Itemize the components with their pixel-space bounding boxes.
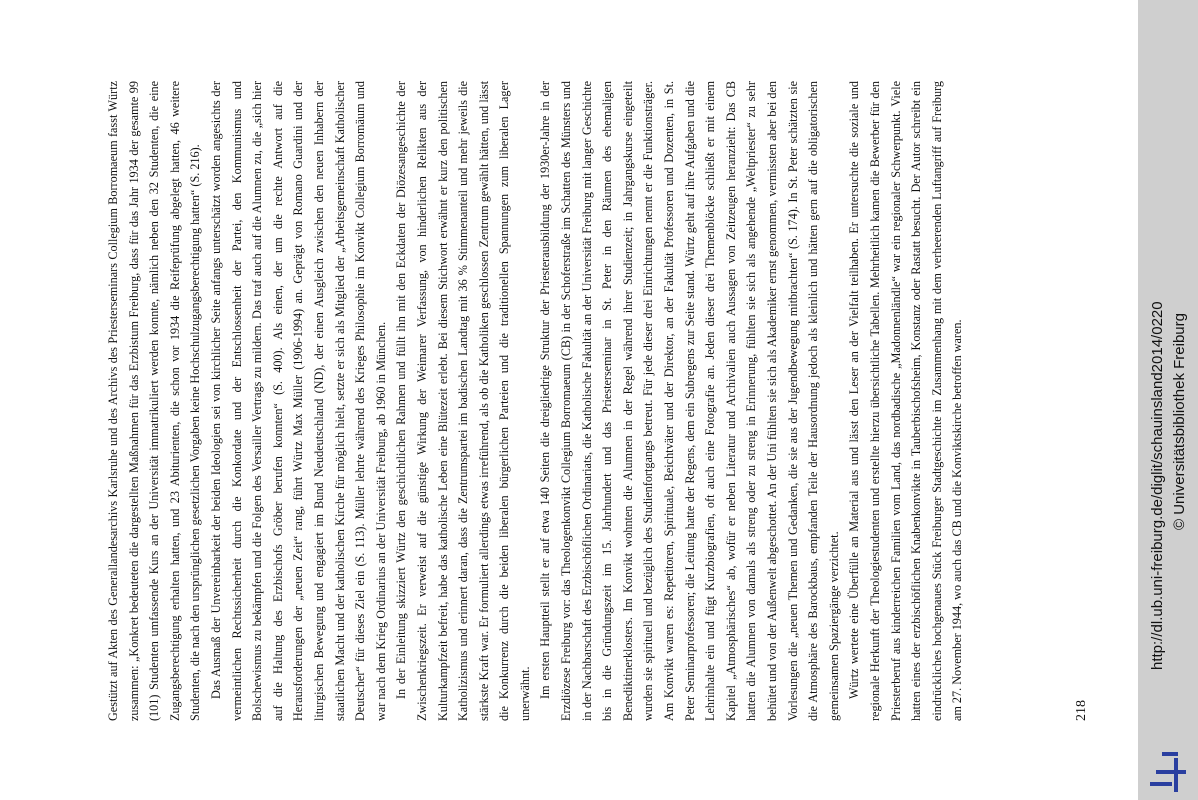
page-number: 218 [1074, 700, 1089, 721]
paragraph: Das Ausmaß der Unvereinbarkeit der beiden Ideologien sei von kirchlicher Seite anfangs unterschätzt worden angesichts der vermeintlichen Rechtssicherheit durch die Konkordate und der Entschlossenheit der Partei, den Kommunismus und Bolschewismus zu bekämpfen und die Folgen des Versailler Vertrags zu mildern. Das traf auch auf die Alumnen zu, die „sich hier auf die Haltung des Erzbischofs Gröber berufen konnten“ (S. 400). Als einen, der um die rechte Antwort auf die Herausforderungen der „neuen Zeit“ rang, führt Würtz Max Müller (1906-1994) an. Geprägt von Romano Guardini und der liturgischen Bewegung und engagiert im Bund Neudeutschland (ND), der einen Ausgleich zwischen den neuen Inhabern der staatlichen Macht und der katholischen Kirche für möglich hielt, setzte er sich als Mitglied der „Arbeitsgemeinschaft Katholischer Deutscher“ für dieses Ziel ein (S. 113). Müller lehrte während des Krieges Philosophie im Konvikt Collegium Borromäum und war nach dem Krieg Ordinarius an der Universität Freiburg, ab 1960 in München. [208, 81, 388, 721]
paragraph: Würtz wertete eine Überfülle an Material aus und lässt den Leser an der Vielfalt teilhaben. Er untersuchte die soziale und regionale Herkunft der Theologiestudenten und erstellte hierzu übersichtliche Tabellen. Mehrheitlich kamen die Bewerber für den Priesterberuf aus kinderreichen Familien vom Land, das nordbadische „Madonnenländle“ war ein regionaler Schwerpunkt. Viele hatten eines der erzbischöflichen Knabenkonvikte in Tauberbischofsheim, Konstanz oder Rastatt besucht. Der Autor schreibt ein eindrückliches hochgenaues Stück Freiburger Stadtgeschichte im Zusammenhang mit dem verheerenden Luftangriff auf Freiburg am 27. November 1944, wo auch das CB und die Konviktskirche betroffen waren. [847, 81, 965, 721]
paragraph: Im ersten Hauptteil stellt er auf etwa 140 Seiten die dreigliedrige Struktur der Priesterausbildung der 1930er-Jahre in der Erzdiözese Freiburg vor: das Theologenkonvikt Collegium Borromaeum (CB) in der Schoferstraße im Schatten des Münsters und in der Nachbarschaft des Erzbischöflichen Ordinariats, die Katholische Fakultät an der Universität Freiburg mit langer Geschichte bis in die Gründungszeit im 15. Jahrhundert und das Priesterseminar in St. Peter in den Räumen des ehemaligen Benediktinerklosters. Im Konvikt wohnten die Alumnen in der Regel während ihrer Studienzeit; in Jahrgangskurse eingeteilt wurden sie spirituell und bezüglich des Studienfortgangs betreut. Für jede dieser drei Einrichtungen nennt er die Funktionsträger. Am Konvikt waren es: Repetitoren, Spirituale, Beichtväter und der Direktor, an der Fakultät Professoren und Dozenten, in St. Peter Seminarprofessoren; die Leitung hatte der Regens, dem ein Subregens zur Seite stand. Würtz geht auf ihre Aufgaben und die Lehrinhalte ein und fügt Kurzbiografien, oft auch eine Fotografie an. Jeden dieser drei Themenblöcke schließt er mit einem Kapitel „Atmosphärisches“ ab, wofür er neben Literatur und Archivalien auch Aussagen von Zeitzeugen heranzieht: Das CB hatten die Alumnen von damals als streng oder zu streng in Erinnerung, fühlten sie sich als angehende „Weltpriester“ zu sehr behütet und von der Außenwelt abgeschottet. An der Uni fühlten sie sich als Akademiker ernst genommen, vermissten aber bei den Vorlesungen die „neuen Themen und Gedanken, die sie aus der Jugendbewegung mitbrachten“ (S. 174). In St. Peter schätzten sie die Atmosphäre des Barockbaus, empfanden Teile der Hausordnung jedoch als kleinlich und hätten gern auf die obligatorischen gemeinsamen Spaziergänge verzichtet. [538, 81, 841, 721]
ub-freiburg-logo-icon [1148, 742, 1190, 794]
paragraph: Gestützt auf Akten des Generallandesarchivs Karlsruhe und des Archivs des Priesterseminars Collegium Borromaeum fasst Würtz zusammen: „Konkret bedeuteten die dargestellten Maßnahmen für das Erzbistum Freiburg, dass für das Jahr 1934 der gesamte 99 (101) Studenten umfassende Kurs an der Universität immatrikuliert werden konnte, nämlich neben den 32 Studenten, die eine Zugangsberechtigung erhalten hatten, und 23 Abiturienten, die schon vor 1934 die Reifeprüfung abgelegt hatten, 46 weitere Studenten, die nach den ursprünglichen gesetzlichen Vorgaben keine Hochschulzugangsberechtigung hatten“ (S. 216). [106, 81, 203, 721]
copyright-notice: © Universitätsbibliothek Freiburg [1171, 313, 1188, 530]
document-url-link[interactable]: http://dl.ub.uni-freiburg.de/diglit/schauinsland2014/0220 [1149, 301, 1166, 670]
paragraph: In der Einleitung skizziert Würtz den geschichtlichen Rahmen und füllt ihn mit den Eckdaten der Diözesangeschichte der Zwischenkriegszeit. Er verweist auf die günstige Wirkung der Weimarer Verfassung, von hinderlichen Relikten aus der Kulturkampfzeit befreit, habe das katholische Leben eine Blütezeit erlebt. Bei diesem Stichwort erwähnt er kurz den politischen Katholizismus und erinnert daran, dass die Zentrumspartei im badischen Landtag mit 36 % Stimmenanteil und mehr jeweils die stärkste Kraft war. Er formuliert allerdings etwas irreführend, als ob die Katholiken geschlossen Zentrum gewählt hätten, und lässt die Konkurrenz durch die beiden liberalen bürgerlichen Parteien und die traditionellen Spannungen zum liberalen Lager unerwähnt. [394, 81, 532, 721]
library-footer [1138, 0, 1198, 800]
body-text [103, 81, 968, 721]
